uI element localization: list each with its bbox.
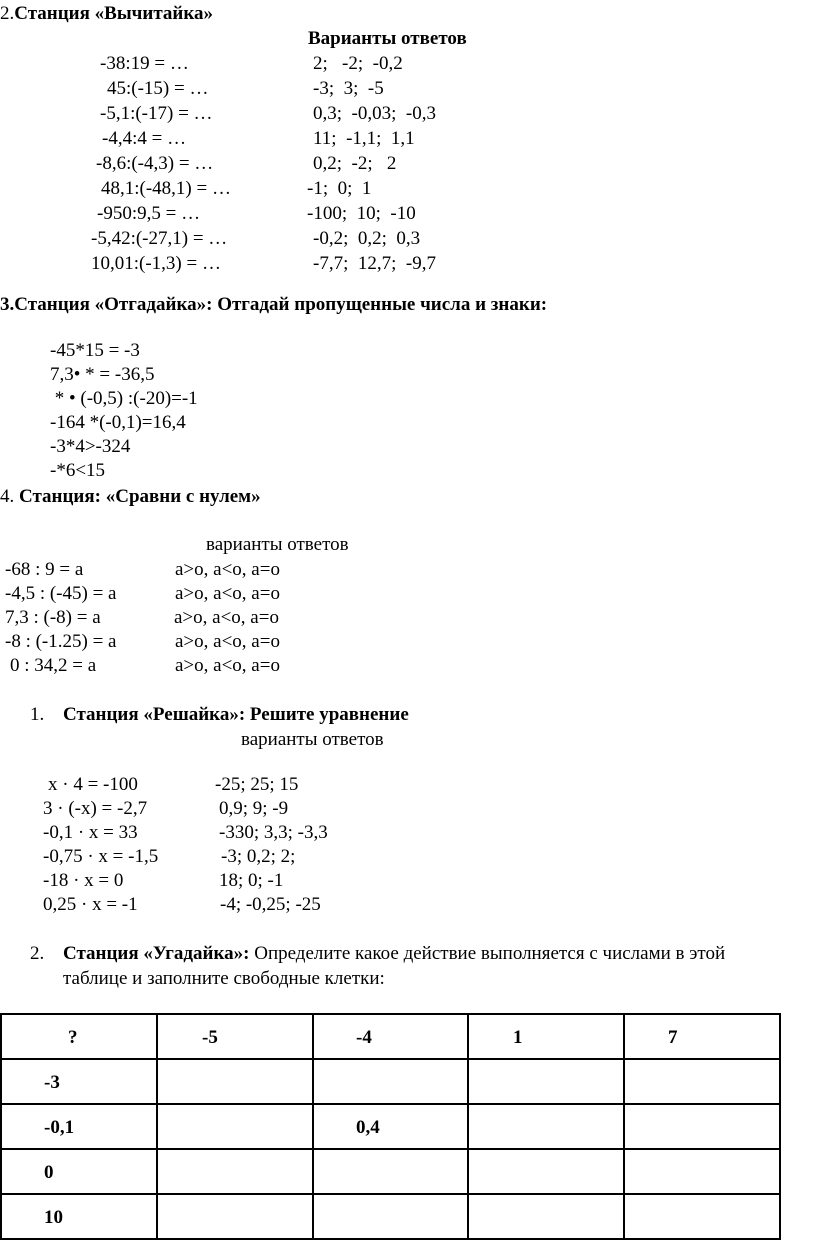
table-cell[interactable] — [468, 1194, 624, 1239]
s5-answer-options: -3; 0,2; 2; — [221, 846, 296, 867]
s6-number: 2. — [30, 943, 45, 964]
table-cell-value — [314, 1064, 356, 1076]
s5-answers-header: варианты ответов — [241, 729, 384, 750]
table-cell-value — [625, 1199, 667, 1211]
s2-answer-options: -100; 10; -10 — [307, 203, 416, 224]
table-cell[interactable] — [157, 1059, 313, 1104]
s5-equation: -18 · x = 0 — [43, 870, 124, 891]
table-cell-value: -0,1 — [44, 1117, 75, 1138]
s2-answer-options: 2; -2; -0,2 — [313, 53, 403, 74]
s2-expression: 10,01:(-1,3) = … — [91, 253, 221, 274]
s5-answer-options: -25; 25; 15 — [215, 774, 299, 795]
table-cell-value — [314, 1199, 356, 1211]
table-cell — [1, 1149, 157, 1194]
table-cell[interactable] — [468, 1104, 624, 1149]
s4-answer-options: а>о, а<о, а=о — [175, 559, 280, 580]
s6-line1 — [63, 943, 725, 965]
table-row — [1, 1059, 780, 1104]
s5-equation: 3 · (-x) = -2,7 — [43, 798, 148, 819]
s5-equation: -0,75 · x = -1,5 — [43, 846, 159, 867]
table-cell-value — [158, 1199, 200, 1211]
table-cell[interactable] — [313, 1149, 468, 1194]
s5-answer-options: -330; 3,3; -3,3 — [219, 822, 328, 843]
s3-equation: 7,3• * = -36,5 — [50, 364, 155, 385]
table-cell-value: 0 — [44, 1162, 54, 1183]
table-cell-value: 0,4 — [356, 1117, 380, 1138]
table-cell-value: 1 — [513, 1027, 523, 1048]
s3-equation: * • (-0,5) :(-20)=-1 — [50, 388, 198, 409]
s5-equation: 0,25 · x = -1 — [43, 894, 138, 915]
s4-expression: 7,3 : (-8) = а — [5, 607, 101, 628]
s5-equation: x · 4 = -100 — [48, 774, 138, 795]
s2-answer-options: -7,7; 12,7; -9,7 — [313, 253, 436, 274]
s2-answer-options: -3; 3; -5 — [313, 78, 384, 99]
table-row — [1, 1104, 780, 1149]
table-cell-value — [469, 1154, 511, 1166]
table-cell[interactable] — [157, 1194, 313, 1239]
table-row — [1, 1194, 780, 1239]
s2-answer-options: 0,2; -2; 2 — [313, 153, 397, 174]
table-row — [1, 1149, 780, 1194]
table-cell[interactable] — [624, 1059, 780, 1104]
table-cell — [313, 1104, 468, 1149]
s2-answer-options: -1; 0; 1 — [307, 178, 372, 199]
s2-title: Станция «Вычитайка» — [14, 3, 213, 24]
s4-expression: -4,5 : (-45) = а — [5, 583, 117, 604]
s3-equation: -164 *(-0,1)=16,4 — [50, 412, 186, 433]
s3-equation: -3*4>-324 — [50, 436, 131, 457]
s5-number: 1. — [30, 704, 45, 725]
s5-title: Станция «Решайка»: Решите уравнение — [63, 704, 409, 725]
s4-title: Станция: «Сравни с нулем» — [19, 486, 261, 507]
table-cell[interactable] — [157, 1104, 313, 1149]
table-cell[interactable] — [624, 1104, 780, 1149]
table-cell-value — [158, 1154, 200, 1166]
s4-heading — [0, 486, 261, 508]
table-cell[interactable] — [468, 1149, 624, 1194]
s4-expression: 0 : 34,2 = а — [10, 655, 97, 676]
s6-text2: таблице и заполните свободные клетки: — [63, 968, 385, 989]
s3-title: 3.Станция «Отгадайка»: Отгадай пропущенные числа и знаки: — [0, 294, 548, 315]
s4-answer-options: а>о, а<о, а=о — [174, 607, 279, 628]
s4-expression: -68 : 9 = а — [5, 559, 84, 580]
table-cell-value: 10 — [44, 1207, 63, 1228]
table-cell[interactable] — [313, 1059, 468, 1104]
table-cell — [1, 1014, 157, 1059]
s6-text1: Определите какое действие выполняется с числами в этой — [249, 943, 726, 964]
table-cell-value — [469, 1109, 511, 1121]
table-cell-value: ? — [68, 1027, 78, 1048]
table-cell[interactable] — [157, 1149, 313, 1194]
s2-answer-options: 11; -1,1; 1,1 — [313, 128, 415, 149]
s2-heading — [0, 3, 213, 25]
s2-answers-header: Варианты ответов — [308, 28, 467, 49]
s2-expression: -950:9,5 = … — [97, 203, 201, 224]
s2-expression: -8,6:(-4,3) = … — [96, 153, 214, 174]
table-cell — [1, 1104, 157, 1149]
guess-table — [0, 1013, 781, 1240]
s5-equation: -0,1 · x = 33 — [43, 822, 138, 843]
s3-equation: -*6<15 — [50, 460, 106, 481]
s2-answer-options: 0,3; -0,03; -0,3 — [313, 103, 436, 124]
s4-answer-options: а>о, а<о, а=о — [175, 631, 280, 652]
table-cell-value: -5 — [202, 1027, 218, 1048]
table-cell-value — [158, 1064, 200, 1076]
table-cell — [1, 1194, 157, 1239]
table-cell — [624, 1014, 780, 1059]
table-cell[interactable] — [313, 1194, 468, 1239]
s6-title: Станция «Угадайка»: — [63, 943, 250, 964]
table-cell-value — [625, 1064, 667, 1076]
table-cell[interactable] — [468, 1059, 624, 1104]
table-cell-value — [625, 1154, 667, 1166]
table-cell — [313, 1014, 468, 1059]
table-cell — [157, 1014, 313, 1059]
s2-number: 2. — [0, 3, 15, 24]
s2-expression: -5,42:(-27,1) = … — [91, 228, 228, 249]
s4-answer-options: а>о, а<о, а=о — [175, 655, 280, 676]
s3-equation: -45*15 = -3 — [50, 340, 140, 361]
table-cell — [1, 1059, 157, 1104]
s2-expression: -4,4:4 = … — [102, 128, 187, 149]
table-cell — [468, 1014, 624, 1059]
s4-number: 4. — [0, 486, 15, 507]
table-cell[interactable] — [624, 1194, 780, 1239]
s2-answer-options: -0,2; 0,2; 0,3 — [313, 228, 421, 249]
table-cell-value: -3 — [44, 1072, 60, 1093]
s4-answer-options: а>о, а<о, а=о — [175, 583, 280, 604]
s2-expression: 45:(-15) = … — [107, 78, 209, 99]
s5-answer-options: -4; -0,25; -25 — [220, 894, 321, 915]
table-cell-value: 7 — [668, 1027, 678, 1048]
table-cell[interactable] — [624, 1149, 780, 1194]
s4-answers-header: варианты ответов — [206, 534, 349, 555]
s2-expression: -5,1:(-17) = … — [100, 103, 213, 124]
table-cell-value — [469, 1064, 511, 1076]
table-cell-value: -4 — [356, 1027, 372, 1048]
s4-expression: -8 : (-1.25) = а — [5, 631, 117, 652]
table-header-row — [1, 1014, 780, 1059]
s5-answer-options: 18; 0; -1 — [219, 870, 284, 891]
table-cell-value — [314, 1154, 356, 1166]
table-cell-value — [625, 1109, 667, 1121]
table-cell-value — [469, 1199, 511, 1211]
table-cell-value — [158, 1109, 200, 1121]
s2-expression: 48,1:(-48,1) = … — [101, 178, 231, 199]
s5-answer-options: 0,9; 9; -9 — [219, 798, 289, 819]
s2-expression: -38:19 = … — [100, 53, 189, 74]
